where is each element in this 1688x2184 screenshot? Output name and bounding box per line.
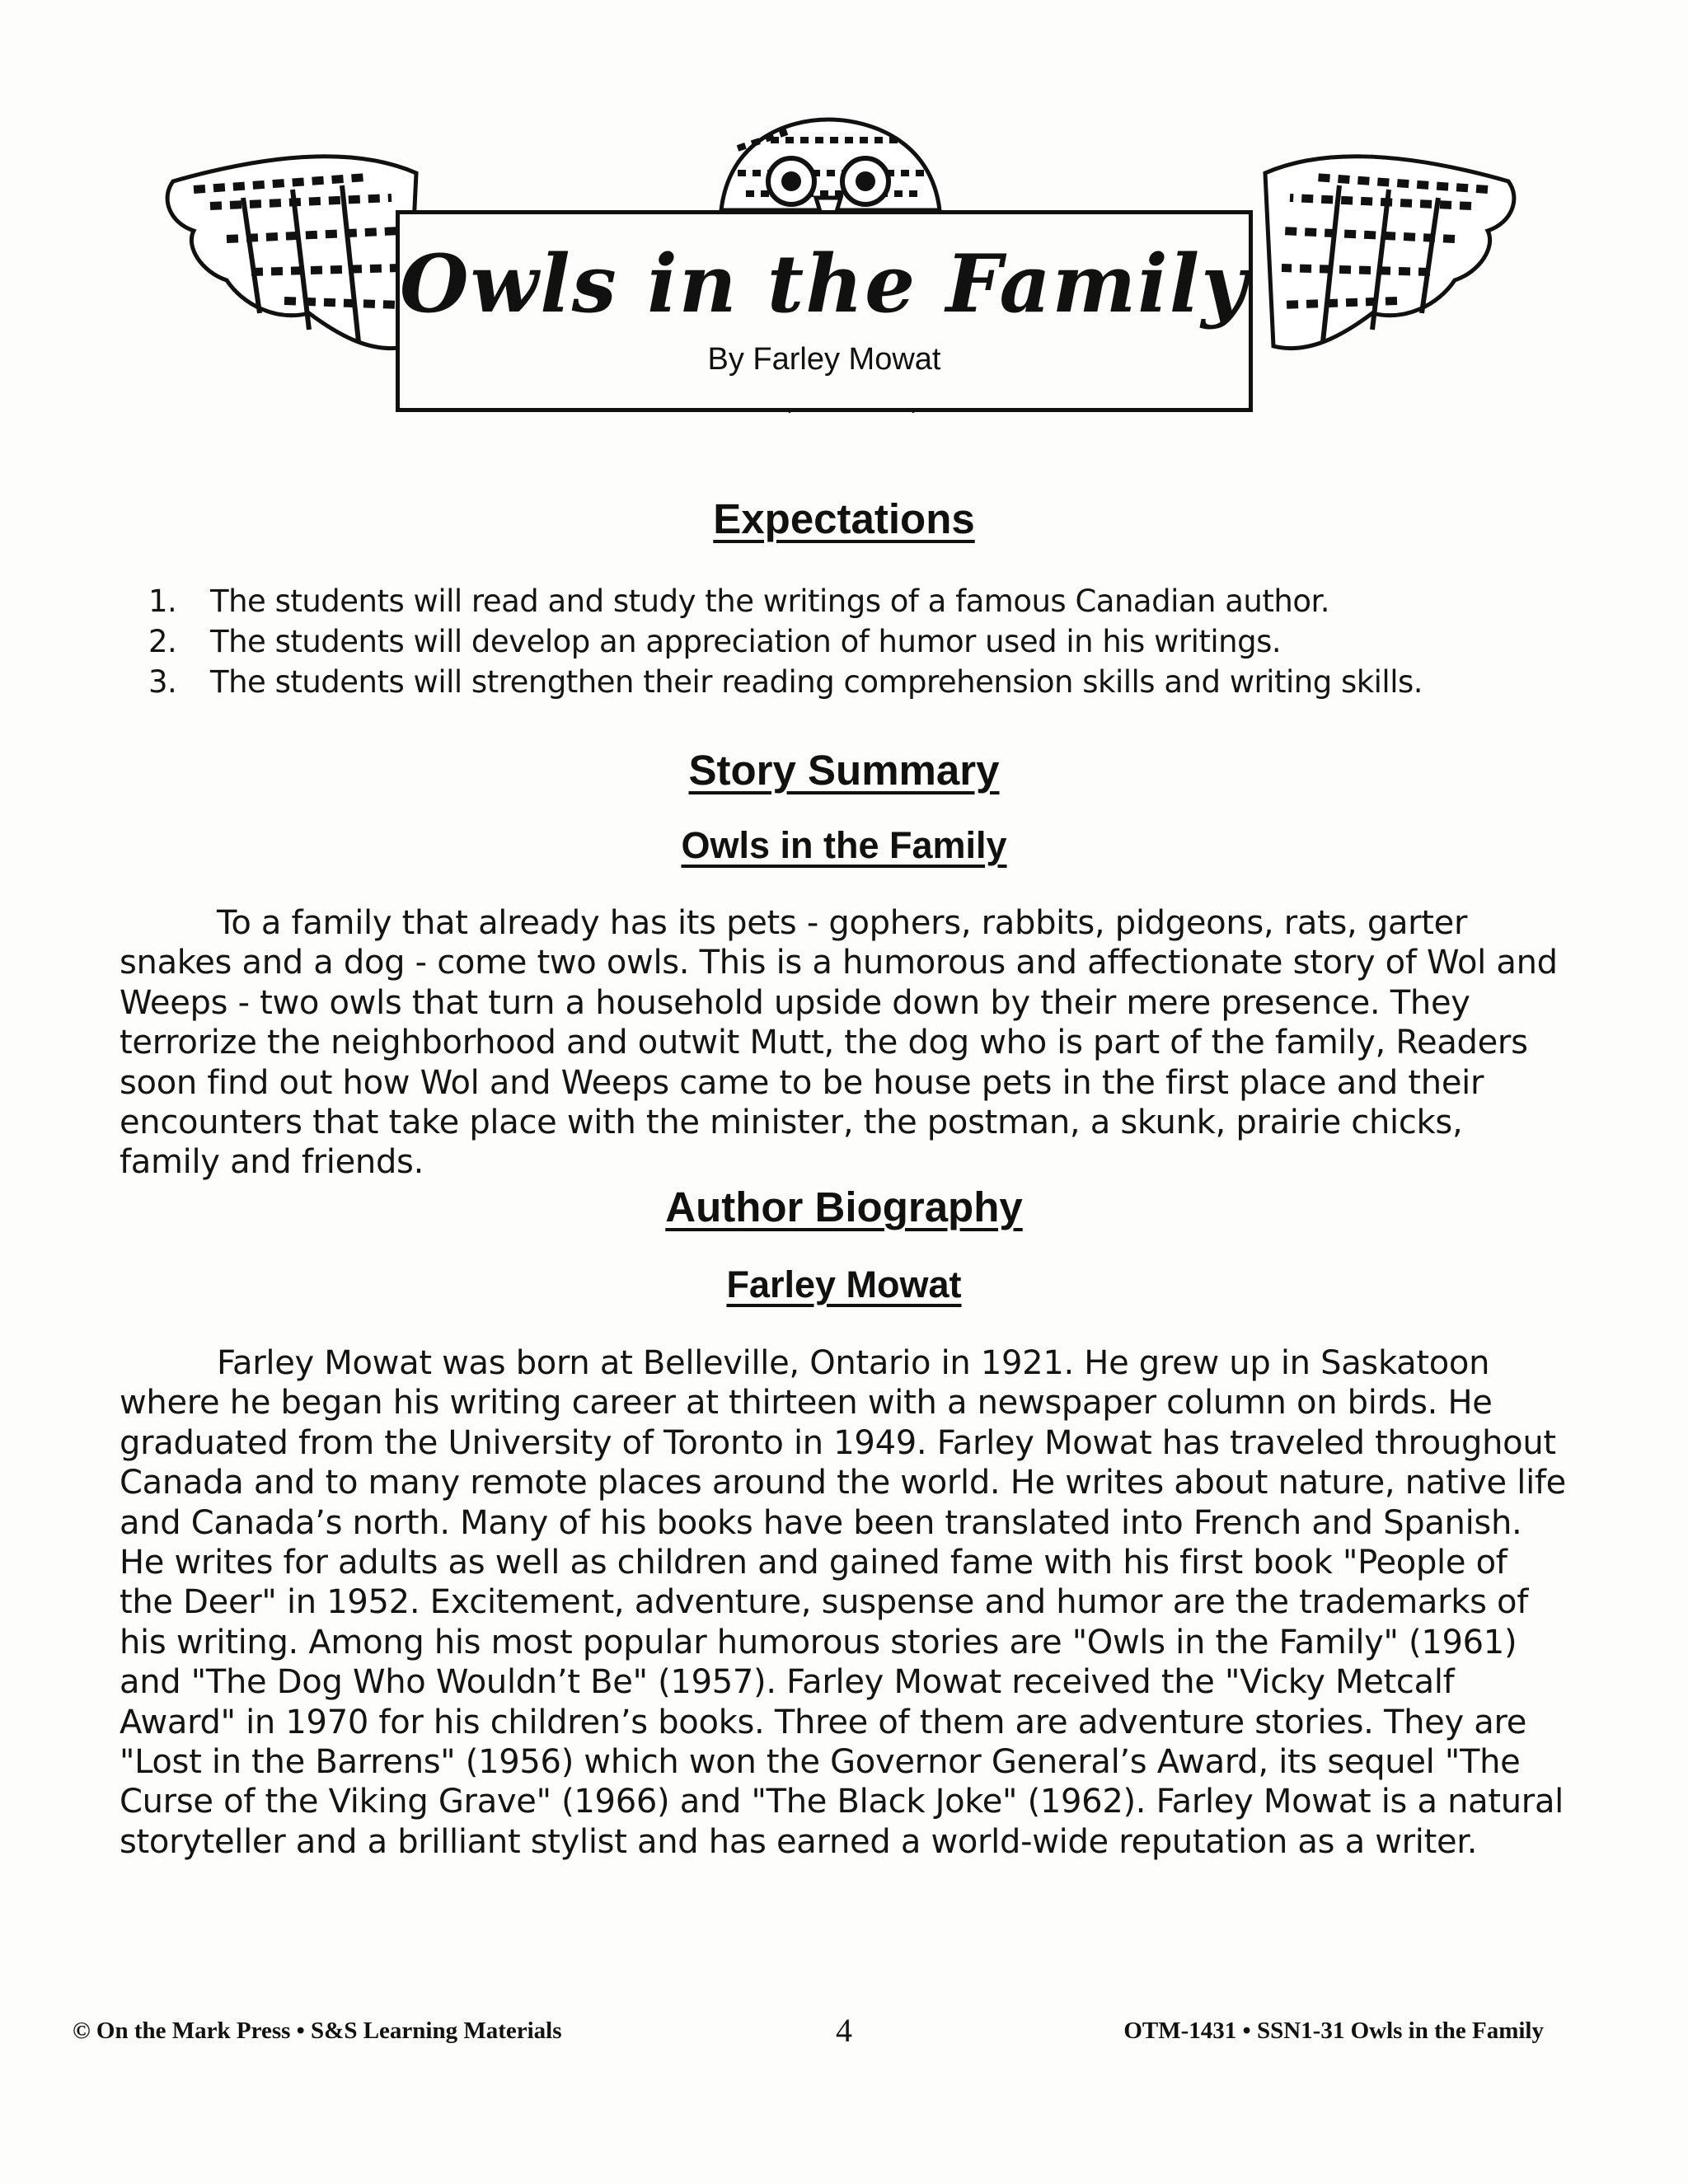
right-wing-icon	[1265, 157, 1514, 349]
expectations-list	[148, 581, 1550, 702]
author-biography-heading: Author Biography	[665, 1183, 1023, 1230]
page-title: Owls in the Family	[400, 237, 1249, 330]
page-number: 4	[836, 2012, 852, 2049]
story-summary-subheading: Owls in the Family	[681, 824, 1007, 866]
title-banner	[161, 107, 1521, 437]
expectations-heading: Expectations	[713, 495, 975, 542]
list-item: 2. The students will develop an appreciation of humor used in his writings.	[148, 624, 1282, 659]
story-summary-heading: Story Summary	[688, 747, 1000, 794]
story-summary-paragraph: To a family that already has its pets - gophers, rabbits, pidgeons, rats, garter snakes and a dog - come two owls. This is a humorous and affectionate story of Wol and Weeps - two owls that turn a household upside down by their mere presence. They terrorize the neighborhood and outwit Mutt, the dog who is part of the family, Readers soon find out how Wol and Weeps came to be house pets in the first place and their encounters that take place with the minister, the postman, a skunk, prairie chicks, family and friends.	[120, 904, 1558, 1182]
footer-publisher: © On the Mark Press • S&S Learning Materials	[73, 2018, 562, 2044]
left-wing-icon	[167, 157, 416, 349]
author-biography-paragraph: Farley Mowat was born at Belleville, Ontario in 1921. He grew up in Saskatoon where he began his writing career at thirteen with a newspaper column on birds. He graduated from the University of Toronto in 1949. Farley Mowat has traveled throughout Canada and to many remote places around the world. He writes about nature, native life and Canada’s north. Many of his books have been translated into French and Spanish. He writes for adults as well as children and gained fame with his first book "People of the Deer" in 1952. Excitement, adventure, suspense and humor are the trademarks of his writing. Among his most popular humorous stories are "Owls in the Family" (1961) and "The Dog Who Wouldn’t Be" (1957). Farley Mowat received the "Vicky Metcalf Award" in 1970 for his children’s books. Three of them are adventure stories. They are "Lost in the Barrens" (1956) which won the Governor General’s Award, its sequel "The Curse of the Viking Grave" (1966) and "The Black Joke" (1962). Farley Mowat is a natural storyteller and a brilliant stylist and has earned a world-wide reputation as a writer.	[120, 1344, 1566, 1861]
title-box	[396, 210, 1253, 412]
byline: By Farley Mowat	[707, 342, 941, 377]
footer-catalog: OTM-1431 • SSN1-31 Owls in the Family	[1123, 2018, 1544, 2044]
author-biography-subheading: Farley Mowat	[726, 1263, 962, 1305]
list-item: 1. The students will read and study the writings of a famous Canadian author.	[148, 583, 1330, 619]
list-item: 3. The students will strengthen their reading comprehension skills and writing skills.	[148, 664, 1423, 700]
